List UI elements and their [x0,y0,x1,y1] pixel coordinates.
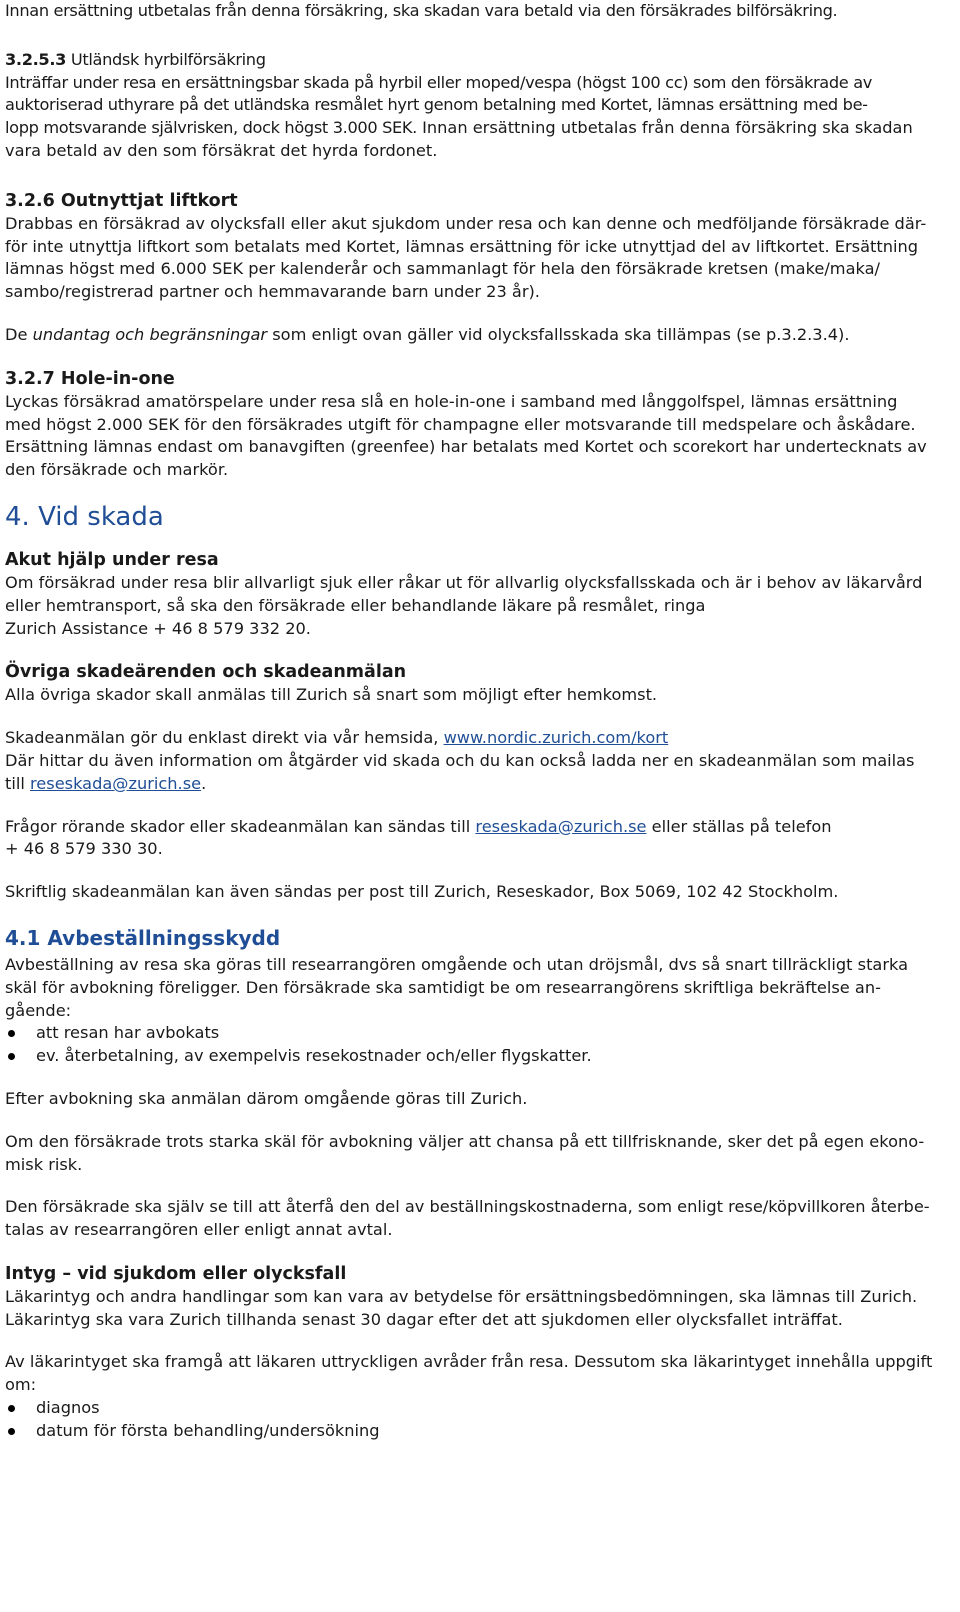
paragraph: Alla övriga skador skall anmälas till Zurich så snart som möjligt efter hemkomst. [5,685,658,705]
section-heading-line [5,49,938,72]
list-item-text: att resan har avbokats [36,1023,220,1043]
paragraph-text: . [201,773,207,793]
section-note [5,324,938,347]
section-number: 3.2.5.3 [5,49,67,69]
list-item [5,1022,938,1045]
paragraph: Efter avbokning ska anmälan därom omgående göras till Zurich. [5,1088,528,1108]
paragraph-line: auktoriserad uthyrare på det utländska resmålet hyrt genom betalning med Kortet, lämnas ersättning med be- [5,95,868,115]
section-akut-hjalp [5,548,938,640]
paragraph: Den försäkrade ska själv se till att återfå den del av beställningskostnaderna, som enligt rese/köpvillkoren återbe-talas av researrangören eller enligt annat avtal. [5,1197,930,1240]
email-link[interactable]: reseskada@zurich.se [475,816,647,836]
list-item-text: datum för första behandling/undersökning [36,1420,380,1440]
paragraph-fragment: lopp motsvarande självrisken, dock högst 3.000 SEK. [5,118,417,138]
paragraph: Skriftlig skadeanmälan kan även sändas per post till Zurich, Reseskador, Box 5069, 102 42 Stockholm. [5,882,839,902]
section-body: Om försäkrad under resa blir allvarligt sjuk eller råkar ut för allvarlig olycksfallsskada och är i behov av läkarvård eller hemtransport, så ska den försäkrade eller behandlande läkare på resmålet, ringa [5,572,923,615]
paragraph-fragment: Innan ersättning utbetalas från denna försäkring ska skadan [422,118,913,138]
list-item [5,1420,938,1443]
section-intyg [5,1262,938,1443]
paragraph: Läkarintyg och andra handlingar som kan vara av betydelse för ersättningsbedömningen, ska lämnas till Zurich. Läkarintyg ska vara Zurich tillhanda senast 30 dagar efter det att sjukdomen eller olycksfallet inträffat. [5,1286,918,1329]
bullet-icon [8,1053,15,1060]
list-item [5,1397,938,1420]
bullet-list [5,1397,938,1443]
phone-number: + 46 8 579 330 30. [5,839,163,859]
section-3-2-6 [5,189,938,347]
bullet-icon [8,1428,15,1435]
paragraph-text: Frågor rörande skador eller skadeanmälan kan sändas till [5,816,476,836]
paragraph: Av läkarintyget ska framgå att läkaren uttryckligen avråder från resa. Dessutom ska läkarintyget innehålla uppgift om: [5,1352,933,1395]
list-item [5,1045,938,1068]
section-body: Zurich Assistance + 46 8 579 332 20. [5,618,311,638]
bullet-list [5,1022,938,1068]
paragraph-text: eller ställas på telefon [646,816,832,836]
paragraph [5,816,938,839]
paragraph-line: vara betald av den som försäkrat det hyrda fordonet. [5,140,438,160]
section-3-2-5-3 [5,49,938,163]
section-heading: 4.1 Avbeställningsskydd [5,925,281,950]
paragraph-line [5,117,938,140]
section-heading: 3.2.7 Hole-in-one [5,368,175,389]
list-item-text: ev. återbetalning, av exempelvis resekostnader och/eller flygskatter. [36,1046,592,1066]
section-ovriga-skadearenden [5,660,938,904]
section-title: Utländsk hyrbilförsäkring [70,49,266,69]
paragraph-line: Inträffar under resa en ersättningsbar skada på hyrbil eller moped/vespa (högst 100 cc) som den försäkrade av [5,72,872,92]
section-4-1 [5,924,938,1242]
note-text: De [5,324,33,344]
email-link[interactable]: reseskada@zurich.se [30,773,202,793]
paragraph-text: Skadeanmälan gör du enklast direkt via vår hemsida, [5,728,444,748]
paragraph-text: Där hittar du även information om åtgärder vid skada och du kan också ladda ner en skadeanmälan som mailas till [5,750,915,793]
section-heading: 3.2.6 Outnyttjat liftkort [5,190,238,211]
paragraph [5,750,938,796]
section-body: Drabbas en försäkrad av olycksfall eller akut sjukdom under resa och kan denne och medföljande försäkrade där-för inte utnyttja liftkort som betalats med Kortet, lämnas ersättning för icke utnyttjad del av liftkortet. Ersättning lämnas högst med 6.000 SEK per kalenderår och sammanlagt för hela den försäkrade kretsen (make/maka/ sambo/registrerad partner och hemmavarande barn under 23 år). [5,213,927,302]
paragraph: Om den försäkrade trots starka skäl för avbokning väljer att chansa på ett tillfrisknande, sker det på egen ekono-misk risk. [5,1131,925,1174]
section-3-2-7 [5,367,938,482]
bullet-icon [8,1405,15,1412]
paragraph-carinsurance-note: Innan ersättning utbetalas från denna försäkring, ska skadan vara betald via den försäkrades bilförsäkring. [5,1,838,20]
bullet-icon [8,1030,15,1037]
paragraph [5,727,938,750]
note-text: som enligt ovan gäller vid olycksfallsskada ska tillämpas (se p.3.2.3.4). [267,324,850,344]
paragraph: Avbeställning av resa ska göras till researrangören omgående och utan dröjsmål, dvs så snart tillräckligt starka skäl för avbokning föreligger. Den försäkrade ska samtidigt be om researrangörens skriftliga bekräftelse an-gående: [5,954,908,1020]
website-link[interactable]: www.nordic.zurich.com/kort [443,728,669,748]
section-body: Lyckas försäkrad amatörspelare under resa slå en hole-in-one i samband med långgolfspel, lämnas ersättning med högst 2.000 SEK för den försäkrades utgift för champagne eller motsvarande till medspelare och åskådare. Ersättning lämnas endast om banavgiften (greenfee) har betalats med Kortet och scorekort har undertecknats av den försäkrade och markör. [5,391,927,480]
chapter-title: 4. Vid skada [5,501,164,532]
section-heading: Övriga skadeärenden och skadeanmälan [5,662,407,683]
list-item-text: diagnos [36,1398,100,1418]
section-heading: Intyg – vid sjukdom eller olycksfall [5,1263,347,1284]
note-emphasis: undantag och begränsningar [32,324,268,344]
section-heading: Akut hjälp under resa [5,549,219,570]
